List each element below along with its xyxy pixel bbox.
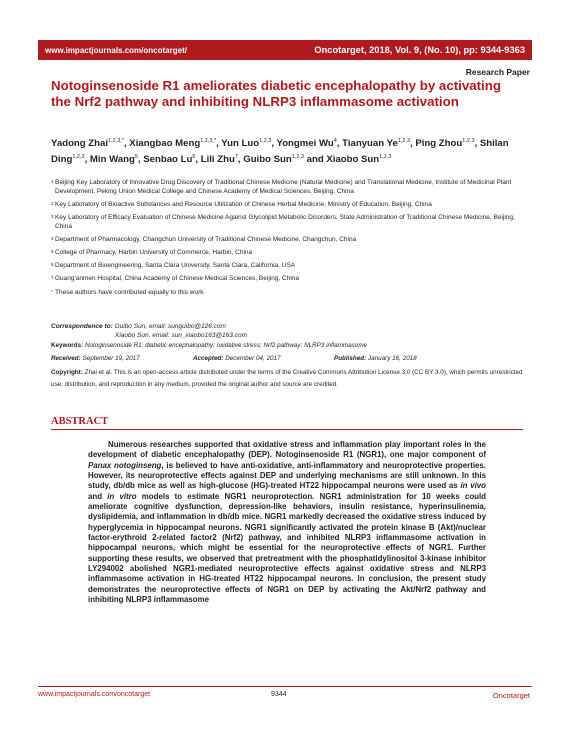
author-list: Yadong Zhai$^{1,2,3,*}$, Xiangbao Meng$^{1,2,3,*}$, Yun Luo$^{1,2,3}$, Yongmei Wu$^4$, Tianyuan Ye$^{1,2,3}$, Ping Zhou$^{1,2,3}$, Shilan Ding$^{1,2,3}$, Min Wang$^5$, Senbao Lu$^6$, Lili Zhu$^7$, Guibo Sun$^{1,2,3}$ and Xiaobo Sun$^{1,2,3}$	[51, 138, 509, 165]
author-name: Guibo Sun	[243, 153, 292, 165]
correspondence-label: Correspondence to:	[51, 323, 113, 330]
author	[342, 138, 410, 149]
author-affiliation-marker: 1,2,3	[397, 138, 411, 144]
received-date	[51, 355, 140, 362]
affiliation-text: College of Pharmacy, Harbin University of Commerce, Harbin, China	[55, 248, 253, 256]
author-affiliation-marker: 1,2,3,*	[108, 138, 124, 144]
page-number: 9344	[271, 691, 287, 698]
author-name: Yongmei Wu	[276, 138, 334, 150]
affiliation-text: Department of Pharmacology, Changchun University of Traditional Chinese Medicine, Changchun, China	[55, 235, 357, 243]
author-affiliation-marker: 7	[234, 153, 238, 160]
affiliation-number: 4	[51, 235, 54, 241]
footer-divider	[38, 686, 532, 687]
header-citation: Oncotarget, 2018, Vol. 9, (No. 10), pp: 9344-9363	[314, 45, 525, 55]
author-name: Shilan Ding	[51, 138, 509, 165]
abstract-heading: ABSTRACT	[51, 416, 109, 427]
journal-header-bar	[38, 40, 532, 60]
keywords-line	[51, 342, 531, 349]
keywords-value: Notoginsenoside R1; diabetic encephalopathy; oxidative stress; Nrf2 pathway; NLRP3 inflammasome	[84, 342, 368, 349]
keywords-label: Keywords:	[51, 342, 84, 349]
affiliation-number: 7	[51, 275, 54, 281]
author	[143, 154, 195, 165]
accepted-label: Accepted:	[193, 355, 224, 362]
author	[243, 154, 304, 165]
affiliation-item	[51, 289, 521, 298]
author-name: Yun Luo	[221, 138, 260, 150]
affiliation-number: 3	[51, 213, 54, 219]
accepted-value: December 04, 2017	[225, 355, 281, 362]
author-name: Tianyuan Ye	[342, 138, 398, 150]
author-name: Senbao Lu	[143, 153, 193, 165]
author	[277, 138, 337, 149]
author	[326, 154, 391, 165]
affiliation-number: 1	[51, 179, 54, 184]
correspondence-line-2: Xiaobo Sun, email: sun_xiaobo163@163.com	[115, 332, 247, 339]
affiliation-text: Guang'anmen Hospital, China Academy of Chinese Medical Sciences, Beijing, China	[55, 275, 300, 283]
author	[221, 138, 271, 149]
correspondence-line-1: Guibo Sun, email: sunguibo@126.com	[114, 323, 226, 330]
copyright-label: Copyright:	[51, 369, 83, 376]
correspondence-block	[51, 322, 521, 340]
abstract-text-4: models to estimate NGR1 neuroprotection. NGR1 administration for 10 weeks could ameliorate cognitive dysfunction, depression-like behaviors, insulin resistance, hyperinsulinemia, dyslipidemia, and inflammation in db/db mice. NGR1 markedly decreased the oxidative stress induced by hyperglycemia in hippocampal neurons. NGR1 significantly activated the protein kinase B (Akt)/nuclear factor-erythroid 2-related factor2 (Nrf2) pathway, and inhibited NLRP3 inflammasome activation in hippocampal neurons, which might be essential for the neuroprotective effects of NGR1. Further supporting these results, we observed that pretreatment with the phosphatidylinositol 3-kinase inhibitor LY294002 abolished NGR1-mediated neuroprotective effects against oxidative stress and NLRP3 inflammasome activation in HG-treated HT22 hippocampal neurons. In conclusion, the present study demonstrates the neuroprotective effects of NGR1 on DEP by activating the Akt/Nrf2 pathway and inhibiting NLRP3 inflammasome	[88, 491, 486, 605]
affiliation-number: 5	[51, 248, 54, 254]
header-journal-url[interactable]: www.impactjournals.com/oncotarget/	[45, 45, 187, 55]
affiliation-number: *	[51, 288, 53, 294]
author-affiliation-marker: 1,2,3	[259, 138, 272, 144]
copyright-notice	[51, 367, 523, 390]
affiliation-text: Key Laboratory of Bioactive Substances and Resource Utilization of Chinese Herbal Medicine, Ministry of Education, Beijing, China	[55, 200, 432, 208]
received-value: September 19, 2017	[82, 355, 140, 362]
author-name: Lili Zhu	[200, 153, 235, 165]
affiliation-item	[51, 249, 521, 258]
article-type-label: Research Paper	[465, 67, 530, 77]
author	[51, 138, 124, 149]
author-conjunction: and	[306, 153, 324, 165]
published-value: January 16, 2018	[367, 355, 417, 362]
affiliation-item	[51, 236, 521, 245]
abstract-italic-in-vivo: in vivo	[460, 481, 487, 491]
author	[201, 154, 238, 165]
abstract-text-3: and	[88, 491, 108, 501]
footer-journal-url[interactable]: www.impactjournals.com/oncotarget	[38, 691, 151, 698]
affiliation-item	[51, 214, 521, 231]
paper-title: Notoginsenoside R1 ameliorates diabetic encephalopathy by activating the Nrf2 pathway and inhibiting NLRP3 inflammasome activation	[51, 78, 501, 109]
affiliation-item	[51, 262, 521, 271]
affiliation-text: Key Laboratory of Efficacy Evaluation of Chinese Medicine Against Glycolipid Metabolic Disorders, State Administration of Traditional Chinese Medicine, Beijing, China	[55, 213, 515, 230]
abstract-divider	[51, 429, 523, 430]
author-affiliation-marker: 1,2,3	[462, 138, 475, 144]
author-name: Yadong Zhai	[51, 138, 109, 150]
published-date	[334, 355, 417, 362]
affiliation-number: 2	[51, 200, 54, 206]
affiliation-list	[51, 179, 521, 302]
author-affiliation-marker: 1,2,3	[72, 153, 85, 160]
author-affiliation-marker: 1,2,3	[291, 153, 304, 160]
affiliation-text: These authors have contributed equally to this work	[55, 288, 204, 296]
received-label: Received:	[51, 355, 81, 362]
abstract-italic-species: Panax notoginseng	[88, 460, 162, 470]
author-affiliation-marker: 1,2,3,*	[200, 138, 217, 144]
author-affiliation-marker: 4	[333, 138, 337, 144]
author-name: Ping Zhou	[415, 138, 463, 150]
accepted-date	[193, 355, 281, 362]
copyright-text: Zhai et al. This is an open-access article distributed under the terms of the Creative Commons Attribution License 3.0 (CC BY 3.0), which permits unrestricted use, distribution, and reproduction in any medium, provided the original author and source are credited.	[51, 369, 523, 388]
author-name: Xiaobo Sun	[326, 153, 380, 165]
affiliation-item	[51, 201, 521, 210]
abstract-body	[88, 440, 486, 606]
affiliation-number: 6	[51, 262, 54, 268]
author-affiliation-marker: 6	[192, 153, 196, 160]
author-name: Min Wang	[89, 153, 135, 165]
author	[415, 138, 474, 149]
abstract-text-2: , is believed to have anti-oxidative, anti-inflammatory and neuroprotective properties. However, its neuroprotective effects against DEP and underlying mechanisms are still unknown. In this study, db/db mice as well as high-glucose (HG)-treated HT22 hippocampal neurons were used as	[88, 460, 486, 491]
author-affiliation-marker: 1,2,3	[379, 153, 392, 160]
author-name: Xiangbao Meng	[129, 138, 201, 150]
author	[129, 138, 216, 149]
author-affiliation-marker: 5	[134, 153, 138, 160]
affiliation-item	[51, 179, 521, 196]
author	[90, 154, 138, 165]
affiliation-item	[51, 275, 521, 284]
abstract-italic-in-vitro: in vitro	[107, 491, 137, 501]
abstract-text-1: Numerous researches supported that oxidative stress and inflammation play important roles in the development of diabetic encephalopathy (DEP). Notoginsenoside R1 (NGR1), one major component of	[88, 440, 486, 460]
affiliation-text: Department of Bioengineering, Santa Clara University, Santa Clara, California, USA	[55, 262, 296, 270]
affiliation-text: Beijing Key Laboratory of Innovative Drug Discovery of Traditional Chinese Medicine (Natural Medicine) and Translational Medicine, Institute of Medicinal Plant Development, Peking Union Medical College and Chinese Academy of Medical Sciences, Beijing, China	[55, 179, 512, 195]
footer-journal-name: Oncotarget	[492, 691, 530, 700]
published-label: Published:	[334, 355, 367, 362]
